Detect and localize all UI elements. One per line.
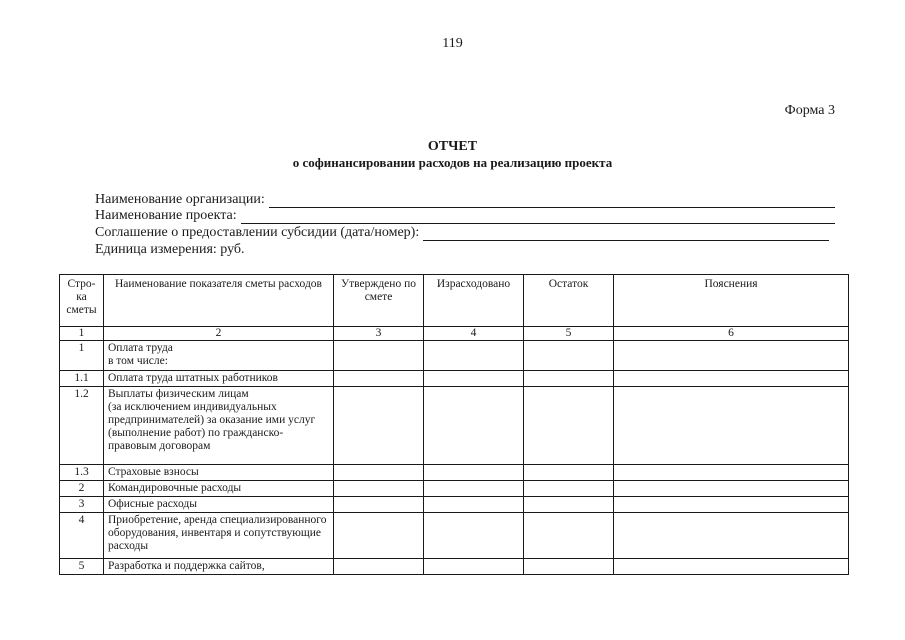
approved-cell[interactable]: [334, 387, 424, 465]
row-number-cell: 4: [60, 513, 104, 559]
table-row: [60, 465, 849, 481]
spent-cell[interactable]: [424, 513, 524, 559]
spent-cell[interactable]: [424, 465, 524, 481]
table-row: [60, 481, 849, 497]
remainder-cell[interactable]: [524, 387, 614, 465]
row-number-cell: 1: [60, 341, 104, 371]
notes-cell[interactable]: [614, 387, 849, 465]
header-approved: Утверждено по смете: [334, 275, 424, 327]
agreement-input-line[interactable]: [423, 228, 829, 241]
notes-cell[interactable]: [614, 465, 849, 481]
header-notes: Пояснения: [614, 275, 849, 327]
header-indicator-name: Наименование показателя сметы расходов: [104, 275, 334, 327]
header-spent: Израсходовано: [424, 275, 524, 327]
spent-cell[interactable]: [424, 559, 524, 575]
organization-field: [95, 192, 835, 208]
remainder-cell[interactable]: [524, 481, 614, 497]
table-row: [60, 497, 849, 513]
project-label: Наименование проекта:: [95, 208, 237, 223]
table-row: [60, 513, 849, 559]
approved-cell[interactable]: [334, 497, 424, 513]
table-row: [60, 371, 849, 387]
agreement-field: [95, 225, 829, 241]
agreement-label: Соглашение о предоставлении субсидии (дата/номер):: [95, 225, 420, 240]
indicator-name-cell: Приобретение, аренда специализированного оборудования, инвентаря и сопутствующие расходы: [104, 513, 334, 559]
indicator-name-cell: Офисные расходы: [104, 497, 334, 513]
table-row: [60, 559, 849, 575]
report-subtitle: о софинансировании расходов на реализацию проекта: [292, 155, 613, 170]
notes-cell[interactable]: [614, 481, 849, 497]
indicator-name-cell: Разработка и поддержка сайтов,: [104, 559, 334, 575]
remainder-cell[interactable]: [524, 465, 614, 481]
unit-field: [95, 242, 245, 258]
notes-cell[interactable]: [614, 559, 849, 575]
column-number: 5: [524, 327, 614, 341]
row-number-cell: 5: [60, 559, 104, 575]
page-number: 119: [442, 36, 463, 51]
notes-cell[interactable]: [614, 371, 849, 387]
notes-cell[interactable]: [614, 341, 849, 371]
spent-cell[interactable]: [424, 497, 524, 513]
header-row-number: Стро-ка сметы: [60, 275, 104, 327]
remainder-cell[interactable]: [524, 559, 614, 575]
column-number: 6: [614, 327, 849, 341]
header-remainder: Остаток: [524, 275, 614, 327]
row-number-cell: 1.2: [60, 387, 104, 465]
unit-label: Единица измерения: руб.: [95, 242, 245, 257]
indicator-name-cell: Оплата труда штатных работников: [104, 371, 334, 387]
project-input-line[interactable]: [241, 211, 835, 224]
table-row: [60, 387, 849, 465]
spent-cell[interactable]: [424, 341, 524, 371]
form-label: Форма 3: [784, 103, 835, 118]
indicator-name-cell: Оплата труда в том числе:: [104, 341, 334, 371]
notes-cell[interactable]: [614, 513, 849, 559]
indicator-name-cell: Страховые взносы: [104, 465, 334, 481]
approved-cell[interactable]: [334, 371, 424, 387]
remainder-cell[interactable]: [524, 341, 614, 371]
remainder-cell[interactable]: [524, 371, 614, 387]
table-row: [60, 341, 849, 371]
approved-cell[interactable]: [334, 559, 424, 575]
row-number-cell: 2: [60, 481, 104, 497]
report-title: ОТЧЕТ: [427, 139, 478, 154]
organization-label: Наименование организации:: [95, 192, 265, 207]
remainder-cell[interactable]: [524, 513, 614, 559]
organization-input-line[interactable]: [269, 195, 835, 208]
row-number-cell: 1.3: [60, 465, 104, 481]
expense-report-table: [59, 274, 849, 575]
spent-cell[interactable]: [424, 387, 524, 465]
project-field: [95, 208, 835, 224]
remainder-cell[interactable]: [524, 497, 614, 513]
approved-cell[interactable]: [334, 481, 424, 497]
indicator-name-cell: Командировочные расходы: [104, 481, 334, 497]
column-number: 1: [60, 327, 104, 341]
indicator-name-cell: Выплаты физическим лицам (за исключением индивидуальных предпринимателей) за оказание ими услуг (выполнение работ) по гражданско-правовым договорам: [104, 387, 334, 465]
notes-cell[interactable]: [614, 497, 849, 513]
column-number: 4: [424, 327, 524, 341]
spent-cell[interactable]: [424, 371, 524, 387]
table-header-row: [60, 275, 849, 327]
approved-cell[interactable]: [334, 341, 424, 371]
column-number: 2: [104, 327, 334, 341]
approved-cell[interactable]: [334, 465, 424, 481]
column-number: 3: [334, 327, 424, 341]
approved-cell[interactable]: [334, 513, 424, 559]
row-number-cell: 3: [60, 497, 104, 513]
column-number-row: [60, 327, 849, 341]
spent-cell[interactable]: [424, 481, 524, 497]
row-number-cell: 1.1: [60, 371, 104, 387]
